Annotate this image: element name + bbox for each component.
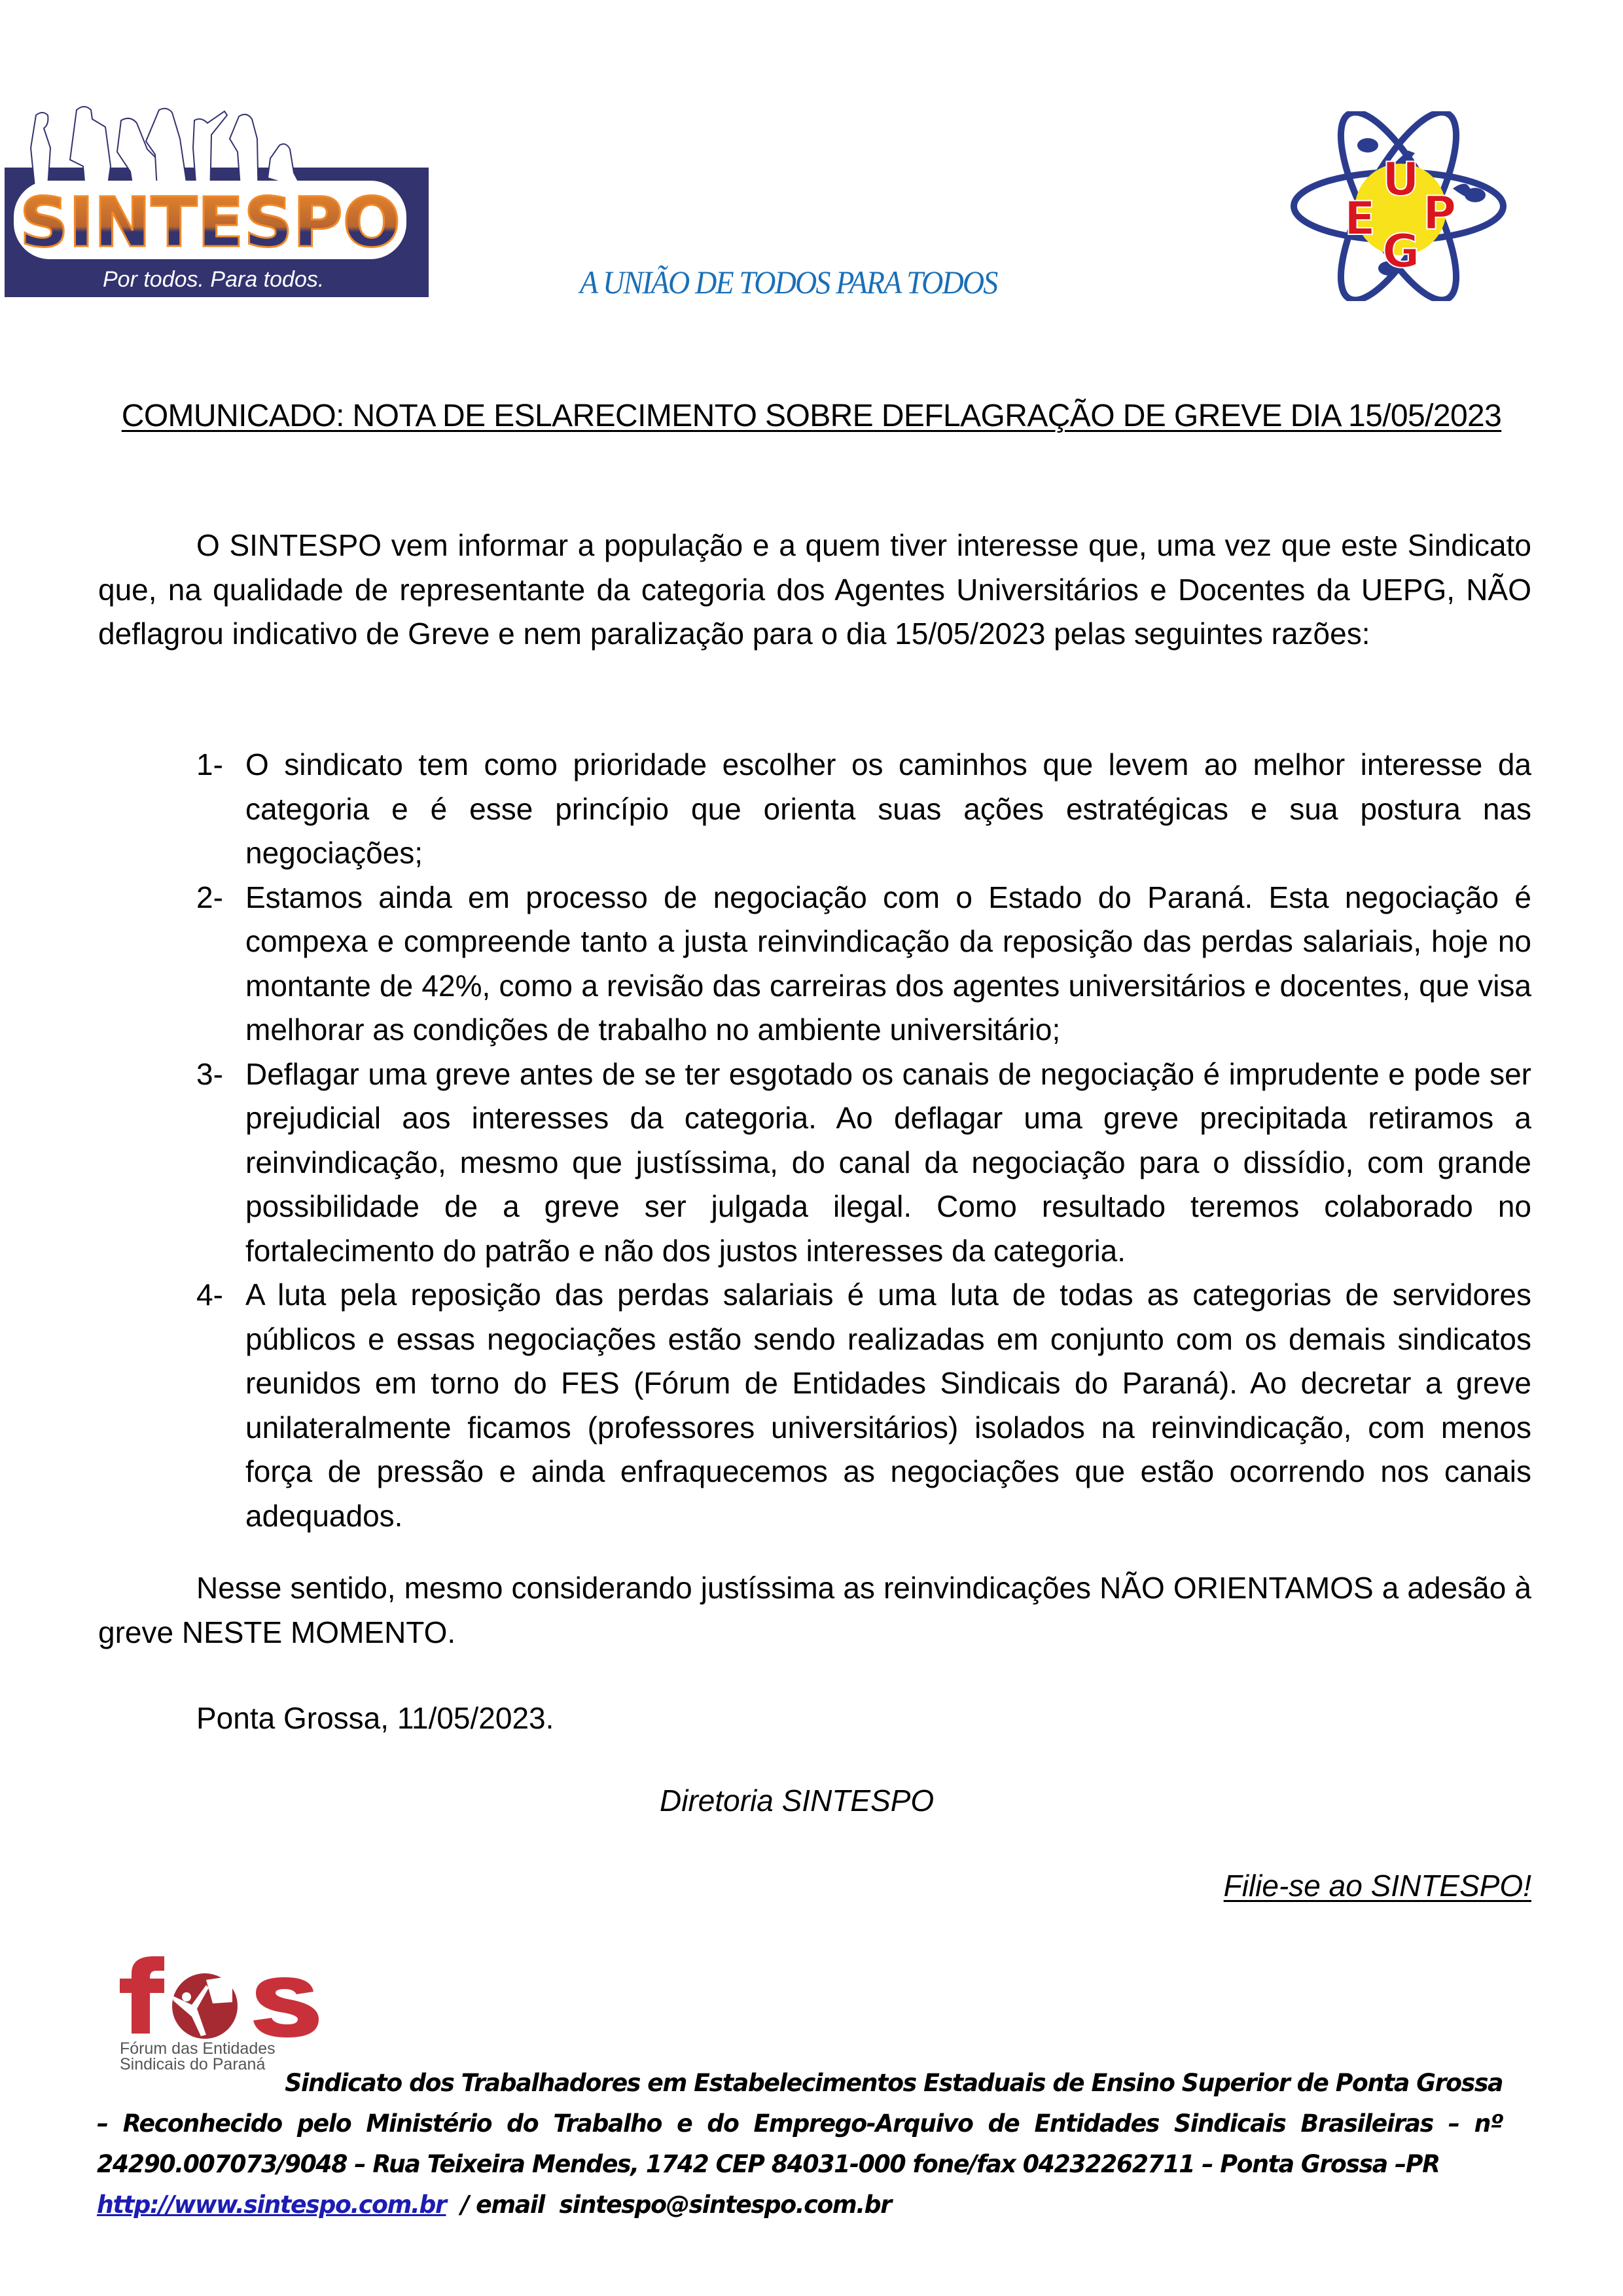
signature: Diretoria SINTESPO: [660, 1784, 935, 1818]
website-link[interactable]: http://www.sintespo.com.br: [97, 2191, 446, 2219]
reason-text: A luta pela reposição das perdas salariais é uma luta de todas as categorias de servidores públicos e essas negociações estão sendo realizadas em conjunto com os demais sindicatos reunidos em torno do FES (Fórum de Entidades Sindicais do Paraná). Ao decretar a greve unilateralmente ficamos (professores universitários) isolados na reinvindicação, com menos força de pressão e ainda enfraquecemos as negociações que estão ocorrendo nos canais adequados.: [245, 1278, 1531, 1533]
footer-union-name: Sindicato dos Trabalhadores em Estabelecimentos Estaduais de Ensino Superior de Ponta Grossa: [285, 2069, 1503, 2097]
document-title: COMUNICADO: NOTA DE ESLARECIMENTO SOBRE DEFLAGRAÇÃO DE GREVE DIA 15/05/2023: [121, 399, 1502, 433]
reason-text: Estamos ainda em processo de negociação com o Estado do Paraná. Esta negociação é compexa e compreende tanto a justa reinvindicação da reposição das perdas salariais, hoje no montante de 42%, como a revisão das carreiras dos agentes universitários e docentes, que visa melhorar as condições de trabalho no ambiente universitário;: [245, 880, 1531, 1047]
fes-caption-line1: Fórum das Entidades: [120, 2039, 276, 2058]
intro-text: O SINTESPO vem informar a população e a quem tiver interesse que, uma vez que este Sindicato que, na qualidade de representante da categoria dos Agentes Universitários e Docentes da UEPG, NÃO deflagrou indicativo de Greve e nem paralização para o dia 15/05/2023 pelas seguintes razões:: [98, 528, 1531, 651]
reason-item: [196, 1273, 1531, 1538]
fes-caption-line2: Sindicais do Paraná: [120, 2055, 266, 2073]
reasons-list: [196, 743, 1531, 1538]
motto: A UNIÃO DE TODOS PARA TODOS: [580, 264, 997, 300]
reason-item: [196, 876, 1531, 1052]
reason-item: [196, 1052, 1531, 1274]
sintespo-logo: [5, 97, 429, 297]
footer-registration: – Reconhecido pelo Ministério do Trabalho e do Emprego-Arquivo de Entidades Sindicais Brasileiras – nº 24290.007073/9048 – Rua Teixeira Mendes, 1742 CEP 84031-000 fone/fax 04232262711 – Ponta Grossa –PR: [97, 2109, 1503, 2178]
place-date: Ponta Grossa, 11/05/2023.: [196, 1701, 554, 1735]
reason-text: O sindicato tem como prioridade escolher os caminhos que levem ao melhor interesse da categoria e é esse princípio que orienta suas ações estratégicas e sua postura nas negociações;: [245, 747, 1531, 870]
reason-number: 1-: [196, 747, 223, 781]
uepg-letter-u: U: [1382, 152, 1419, 206]
sintespo-wordmark: SINTESPO: [19, 183, 401, 262]
reason-number: 4-: [196, 1278, 223, 1312]
uepg-letter-e: E: [1344, 192, 1376, 245]
closing-text: Nesse sentido, mesmo considerando justíssima as reinvindicações NÃO ORIENTAMOS a adesão à greve NESTE MOMENTO.: [98, 1571, 1531, 1649]
closing-paragraph: [98, 1566, 1531, 1655]
intro-paragraph: [98, 524, 1531, 656]
uepg-letter-g: G: [1382, 224, 1420, 278]
reason-number: 2-: [196, 880, 223, 914]
reason-text: Deflagar uma greve antes de se ter esgotado os canais de negociação é imprudente e pode ser prejudicial aos interesses da categoria. Ao deflagar uma greve precipitada retiramos a reinvindicação, mesmo que justíssima, do canal da negociação para o dissídio, com grande possibilidade de a greve ser julgada ilegal. Como resultado teremos colaborado no fortalecimento do patrão e não dos justos interesses da categoria.: [245, 1056, 1531, 1268]
footer-address: [97, 2063, 1503, 2225]
sintespo-tagline: Por todos. Para todos.: [103, 267, 325, 292]
footer-email: / email sintespo@sintespo.com.br: [446, 2191, 891, 2219]
uepg-logo: [1284, 111, 1513, 301]
join-call-to-action: Filie-se ao SINTESPO!: [1223, 1869, 1531, 1903]
reason-item: [196, 743, 1531, 876]
uepg-letter-p: P: [1423, 187, 1457, 240]
reason-number: 3-: [196, 1056, 223, 1091]
